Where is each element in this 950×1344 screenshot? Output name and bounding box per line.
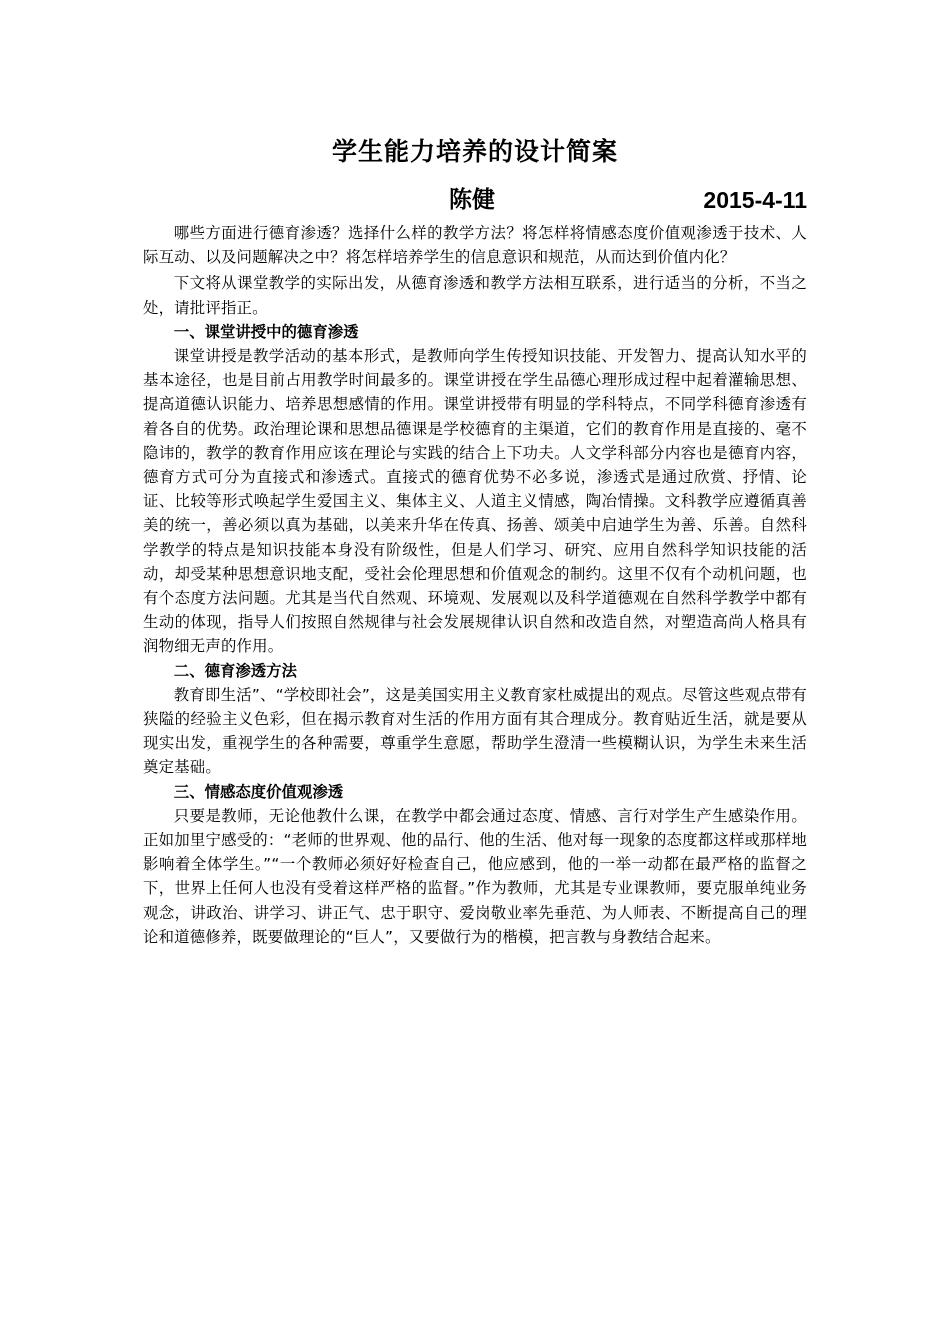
section-body-1: 课堂讲授是教学活动的基本形式，是教师向学生传授知识技能、开发智力、提高认知水平的基本途径，也是目前占用教学时间最多的。课堂讲授在学生品德心理形成过程中起着灌输思想、提高道德认识能力、培养思想感情的作用。课堂讲授带有明显的学科特点，不同学科德育渗透有着各自的优势。政治理论课和思想品德课是学校德育的主渠道，它们的教育作用是直接的、毫不隐讳的，教学的教育作用应该在理论与实践的结合上下功夫。人文学科部分内容也是德育内容，德育方式可分为直接式和渗透式。直接式的德育优势不必多说，渗透式是通过欣赏、抒情、论证、比较等形式唤起学生爱国主义、集体主义、人道主义情感，陶冶情操。文科教学应遵循真善美的统一，善必须以真为基础，以美来升华在传真、扬善、颂美中启迪学生为善、乐善。自然科学教学的特点是知识技能本身没有阶级性，但是人们学习、研究、应用自然科学知识技能的活动，却受某种思想意识地支配，受社会伦理思想和价值观念的制约。这里不仅有个动机问题，也有个态度方法问题。尤其是当代自然观、环境观、发展观以及科学道德观在自然科学教学中都有生动的体现，指导人们按照自然规律与社会发展规律认识自然和改造自然，对塑造高尚人格具有润物细无声的作用。	[143, 347, 807, 656]
section-heading-3: 三、情感态度价值观渗透	[173, 782, 344, 801]
intro-paragraph-2: 下文将从课堂教学的实际出发，从德育渗透和教学方法相互联系，进行适当的分析，不当之处，请批评指正。	[143, 274, 807, 317]
document-content	[143, 133, 807, 949]
byline	[143, 181, 807, 219]
intro-paragraph-1: 哪些方面进行德育渗透？选择什么样的教学方法？将怎样将情感态度价值观渗透于技术、人际互动、以及问题解决之中？将怎样培养学生的信息意识和规范，从而达到价值内化？	[143, 224, 807, 267]
section-body-3: 只要是教师，无论他教什么课，在教学中都会通过态度、情感、言行对学生产生感染作用。正如加里宁感受的：“老师的世界观、他的品行、他的生活、他对每一现象的态度都这样或那样地影响着全体学生。”“一个教师必须好好检查自己，他应感到，他的一举一动都在最严格的监督之下，世界上任何人也没有受着这样严格的监督。”作为教师，尤其是专业课教师，要克服单纯业务观念，讲政治、讲学习、讲正气、忠于职守、爱岗敬业率先垂范、为人师表、不断提高自己的理论和道德修养，既要做理论的“巨人”，又要做行为的楷模，把言教与身教结合起来。	[143, 806, 807, 946]
document-title: 学生能力培养的设计简案	[331, 137, 618, 166]
section-body-2: 教育即生活”、“学校即社会”，这是美国实用主义教育家杜威提出的观点。尽管这些观点带有狭隘的经验主义色彩，但在揭示教育对生活的作用方面有其合理成分。教育贴近生活，就是要从现实出发，重视学生的各种需要，尊重学生意愿，帮助学生澄清一些模糊认识，为学生未来生活奠定基础。	[143, 685, 807, 777]
author-name: 陈健	[449, 187, 495, 213]
section-heading-1: 一、课堂讲授中的德育渗透	[173, 322, 359, 341]
document-date: 2015-4-11	[703, 187, 807, 213]
section-heading-2: 二、德育渗透方法	[173, 661, 297, 680]
